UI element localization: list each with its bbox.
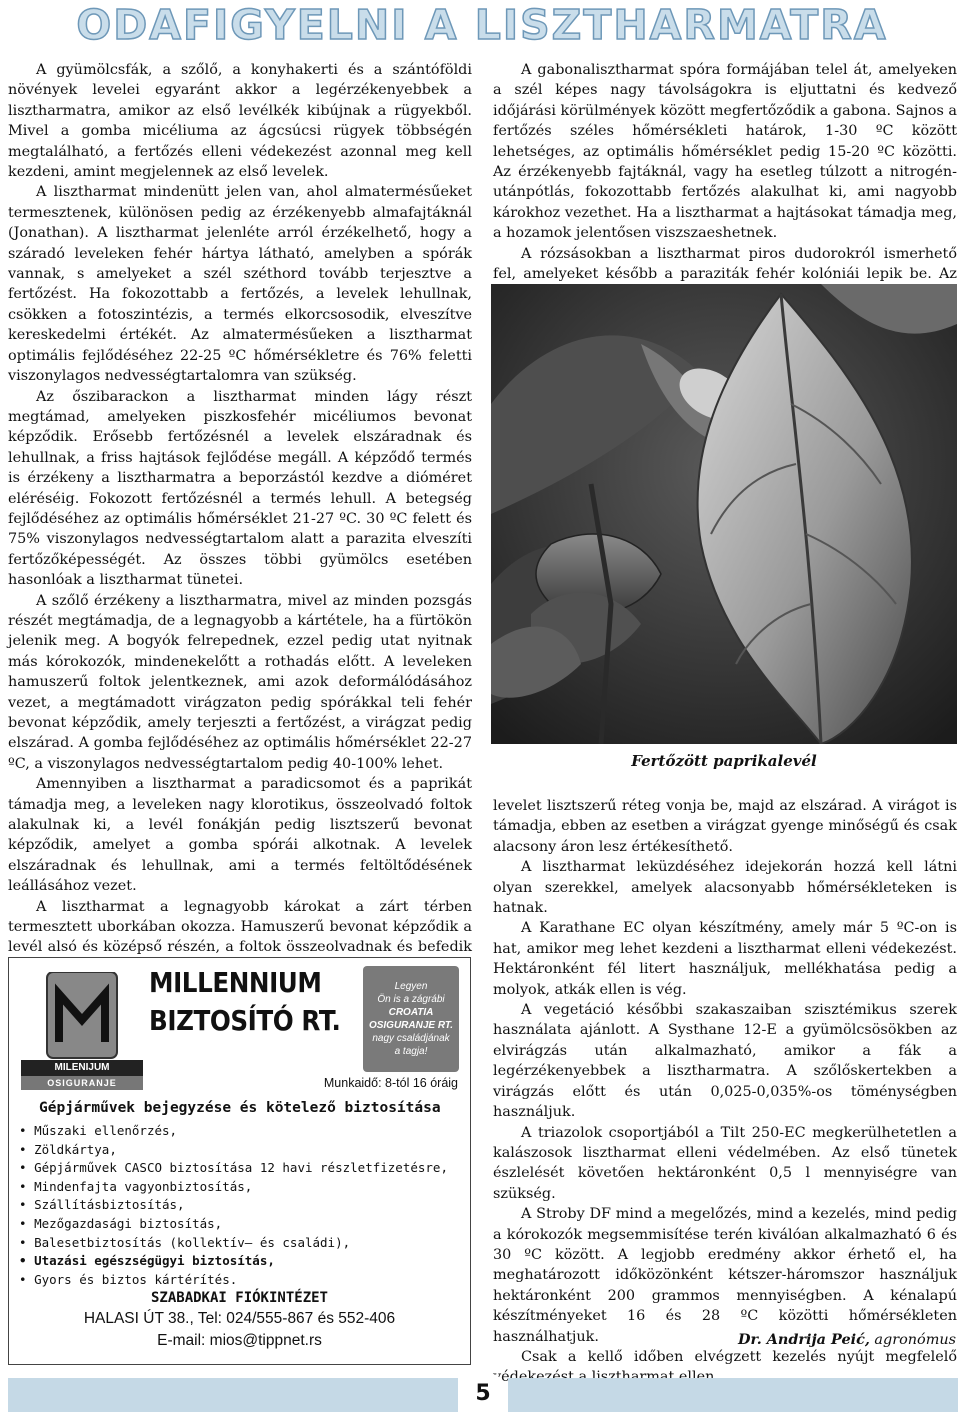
list-item: • Műszaki ellenőrzés,	[19, 1122, 448, 1141]
author-name: Dr. Andrija Peić,	[737, 1331, 870, 1348]
paragraph: A Karathane EC olyan készítmény, amely már 5 ºC-on is hat, amikor meg lehet kezdeni a lisztharmat elleni védekezést. Hektáronként fél litert használjuk, mellékhatása pedig a molyok, atkák ellen is vég.	[493, 920, 957, 998]
office-hours: Munkaidő: 8-tól 16 óráig	[323, 1076, 458, 1090]
author-signature	[738, 1331, 956, 1348]
paragraph: A triazolok csoportjából a Tilt 250-EC megkerülhetetlen a kalászosok lisztharmat elleni védelmében. Az első tünetek észlelését követően hektáronként 0,5 l mennyiségre van szükség.	[493, 1124, 957, 1202]
logo-text-bottom: OSIGURANJE	[47, 1078, 117, 1088]
bubble-line: OSIGURANJE RT.	[368, 1020, 454, 1031]
right-column-bottom	[493, 796, 957, 1388]
company-name	[149, 964, 343, 1040]
paragraph: A lisztharmat leküzdéséhez idejekorán hozzá kell látni olyan szerekkel, amelyek alacsonyabb hőmérsékleteken is hatnak.	[493, 859, 957, 917]
paragraph: A gyümölcsfák, a szőlő, a konyhakerti és a szántóföldi növények levelei egyaránt akkor a legérzékenyebbek a lisztharmatra, amikor az első levélkék kibújnak a rügyekből. Mivel a gomba micéliuma az ágcsúcsi rügyek többségén megtalálható, a fertőzés elleni védekezést azonnal meg kell kezdeni, amint megjelennek az első levelek.	[8, 62, 472, 181]
author-role: agronómus	[874, 1332, 956, 1348]
promo-bubble	[363, 966, 459, 1072]
paragraph: A gabonalisztharmat spóra formájában telel át, amelyeken a szél képes nagy távolságokra is eljuttatni és kedvező időjárási körülmények között megfertőződik a gabona. Sajnos a fertőzés széles hőmérsékleti határok, 1-30 ºC között lehetséges, az optimális hőmérséklet pedig 15-20 ºC közötti. Az érzékenyebb fajtáknál, vagy ha esetleg túlzott a nitrogén-utánpótlás, fokozottabb fertőzés alakulhat ki, ami nagyobb károkhoz vezethet. Ha a lisztharmat a hajtásokat támadja meg, a hozamok jelentősen viszszaeshetnek.	[493, 62, 957, 242]
logo-text-top: MILENIJUM	[54, 1062, 110, 1073]
list-item: • Szállításbiztosítás,	[19, 1196, 448, 1215]
right-column-top	[493, 60, 957, 305]
list-item: • Mezőgazdasági biztosítás,	[19, 1215, 448, 1234]
page-number: 5	[458, 1372, 508, 1416]
paragraph: A vegetáció későbbi szakaszaiban szisztémikus szerek használata ajánlott. A Systhane 12-E a gyümölcsösökben az elvirágzás után alkalmazható, amikor a fák a legérzékenyebbek a lisztharmatra. A szőlőskertekben a virágzás előtt és után 0,025-0,035%-os töménységben használjuk.	[493, 1002, 957, 1121]
footer-bar-left	[8, 1378, 458, 1412]
bubble-line: CROATIA	[388, 1007, 434, 1018]
list-item: • Gyors és biztos kártérítés.	[19, 1271, 448, 1290]
footer-bar-right	[508, 1378, 958, 1412]
bubble-line: nagy családjának	[372, 1033, 450, 1044]
bubble-line: Legyen	[394, 981, 428, 992]
paragraph: A rózsásokban a lisztharmat piros dudorokról ismerhető fel, amelyeket később a paraziták fehér kolóniái lepik be. Az	[493, 245, 957, 283]
services-list	[19, 1122, 448, 1289]
paragraph: levelet lisztszerű réteg vonja be, majd az elszárad. A virágot is támadja, ebben az esetben a virágzat gyenge minőségű és csak alacsony áron lesz értékesíthető.	[493, 798, 957, 855]
bubble-line: a tagja!	[394, 1046, 428, 1057]
paragraph: A Stroby DF mind a megelőzés, mind a kezelés, mind pedig a kórokozók megsemmisítése terén kiválóan alkalmazható 6 és 30 ºC között. A legjobb eredmény akkor érhető el, ha meghatározott időközönként kétszer-háromszor használjuk hektáronként 200 grammos mennyiségben. A kénalapú készítményeket 16 és 28 ºC közötti hőmérsékleten használhatjuk.	[493, 1206, 957, 1345]
paragraph: Csak a kellő időben elvégzett kezelés nyújt megfelelő	[521, 1348, 957, 1365]
list-item: • Balesetbiztosítás (kollektív– és családi),	[19, 1234, 448, 1253]
list-item: • Mindenfajta vagyonbiztosítás,	[19, 1178, 448, 1197]
list-item: • Utazási egészségügyi biztosítás,	[19, 1252, 448, 1271]
branch-address: HALASI ÚT 38., Tel: 024/555-867 és 552-406	[83, 1310, 396, 1327]
paragraph: A lisztharmat a legnagyobb károkat a zárt térben termesztett uborkában okozza. Hamuszerű bevonat képződik a levél alsó és középső részén, a foltok összeolvadnak és befedik	[8, 898, 472, 956]
company-name-line-2: BIZTOSÍTÓ RT.	[149, 1004, 341, 1037]
pepper-leaf-photo	[491, 284, 957, 744]
leaf-illustration	[491, 284, 957, 744]
milenijum-logo	[19, 972, 145, 1090]
photo-caption: Fertőzött paprikalevél	[631, 752, 817, 770]
services-title: Gépjárművek bejegyzése és kötelező biztosítása	[39, 1100, 441, 1116]
branch-title: SZABADKAI FIÓKINTÉZET	[150, 1290, 328, 1306]
company-name-line-1: MILLENNIUM	[149, 966, 322, 999]
page-title: ODAFIGYELNI A LISZTHARMATRA	[76, 2, 888, 48]
left-column	[8, 60, 472, 978]
paragraph: A lisztharmat mindenütt jelen van, ahol almatermésűeket termesztenek, különösen pedig az érzékenyebb almafajtáknál (Jonathan). A lisztharmat jelenléte arról érzékelhető, hogy a száradó leveleken fehér hártya látható, amelyben a spórák vannak, s amelyeket a szél széthord tovább terjesztve a fertőzést. Ha fokozottabb a fertőzés, a levelek lehullnak, csökken a fotoszintézis, a termés elkorcsosodik, elveszítve kereskedelmi értékét. Az almatermésűeken a lisztharmat optimális fejlődéséhez 22-25 ºC hőmérsékletre és 76% feletti viszonylagos nedvességtartalomra van szükség.	[8, 184, 472, 385]
paragraph: Amennyiben a lisztharmat a paradicsomot és a paprikát támadja meg, a leveleken nagy klorotikus, összeolvadó foltok alakulnak ki, a levél fonákján pedig lisztszerű bevonat képződik, amelyet a gomba spórái alkotnak. A levelek elszáradnak és lehullnak, ami a termés feltöltődésének leállásához vezet.	[8, 776, 472, 895]
branch-email: E-mail: mios@tippnet.rs	[157, 1332, 322, 1349]
bubble-line: Ön is a zágrábi	[377, 994, 445, 1005]
list-item: • Zöldkártya,	[19, 1141, 448, 1160]
insurance-advertisement	[8, 957, 471, 1365]
list-item: • Gépjárművek CASCO biztosítása 12 havi részletfizetésre,	[19, 1159, 448, 1178]
paragraph: A szőlő érzékeny a lisztharmatra, mivel az minden pozsgás részét megtámadja, de a legnagyobb a kártétele, ha a fürtökön jelenik meg. A bogyók felrepednek, ezzel pedig utat nyitnak más kórokozók, mindenekelőtt a rothadás előtt. A leveleken hamuszerű foltok jelentkeznek, ami azok deformálódásához vezet, a megtámadott virágzaton pedig spórákkal teli fehér bevonat képződik, amely terjeszti a fertőzést, a virágzat pedig elszárad. A gomba fejlődéséhez az optimális hőmérséklet 22-27 ºC, a viszonylagos nedvességtartalom pedig 40-100% lehet.	[8, 592, 472, 772]
paragraph: Az őszibarackon a lisztharmat minden lágy részt megtámad, amelyeken piszkosfehér micéliumos bevonat képződik. Erősebb fertőzésnél a levelek elszáradnak és lehullnak, a friss hajtások fejlődése megáll. A képződő termés is érzékeny a lisztharmatra a beporzástól kezdve a dióméret eléréséig. Fokozott fertőzésnél a termés lehull. A betegség fejlődéséhez az optimális hőmérséklet 21-27 ºC. 30 ºC felett és 75% viszonylagos nedvességtartalom alatt a parazita elveszíti fertőzőképességét. Az összes többi gyümölcs esetében hasonlóak a lisztharmat tünetei.	[8, 388, 472, 589]
